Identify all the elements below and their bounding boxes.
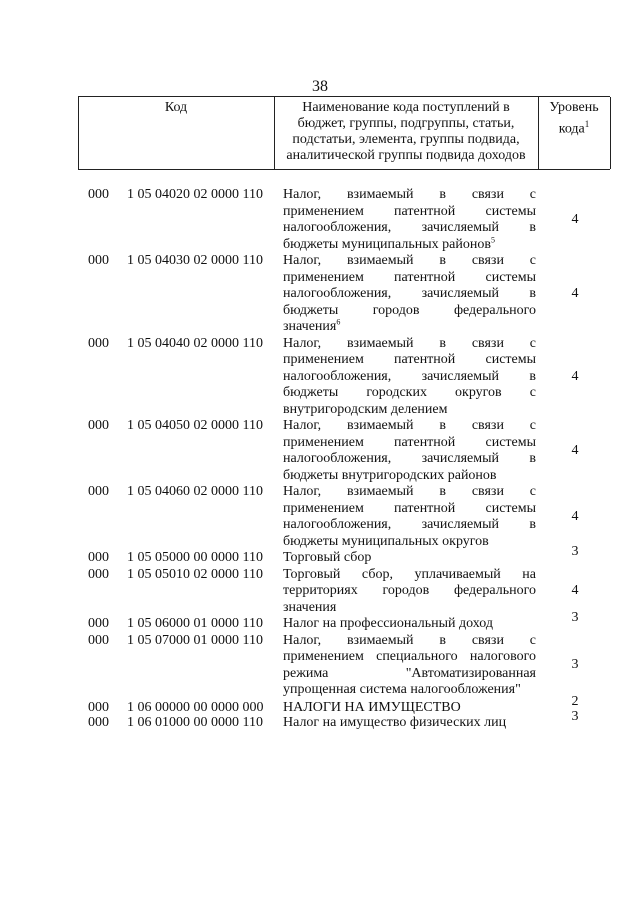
- income-name-text: упрощенная система налогообложения": [283, 682, 521, 697]
- admin-code: 000: [88, 253, 109, 268]
- code-level: 3: [571, 657, 579, 673]
- code-level: 4: [571, 508, 579, 524]
- income-name: [283, 484, 536, 550]
- table-header: [78, 96, 610, 170]
- income-name-text: применением патентной системы: [283, 500, 536, 516]
- income-name-text: Налог на профессиональный доход: [283, 616, 493, 631]
- income-name-text: НАЛОГИ НА ИМУЩЕСТВО: [283, 699, 461, 715]
- admin-code: 000: [88, 550, 109, 565]
- header-level-line1: Уровень: [549, 100, 599, 115]
- income-code: 1 05 04020 02 0000 110: [127, 187, 263, 202]
- income-name: [283, 550, 536, 567]
- income-name-line: [283, 501, 536, 518]
- income-name-line: [283, 451, 536, 468]
- income-name: [283, 616, 536, 633]
- header-name-line: аналитической группы подвида доходов: [286, 148, 526, 163]
- admin-code: 000: [88, 715, 109, 730]
- header-level-line2: [538, 116, 610, 138]
- header-name-line: подстатьи, элемента, группы подвида,: [292, 132, 520, 147]
- income-name: [283, 253, 536, 336]
- header-level-footnote: 1: [584, 119, 590, 129]
- income-name: [283, 567, 536, 617]
- income-name-line: [283, 583, 536, 600]
- income-name-line: [283, 336, 536, 353]
- code-level: 3: [571, 544, 579, 559]
- income-name-line: [283, 385, 536, 402]
- code-level: 4: [571, 583, 579, 598]
- income-name-text: Налог, взимаемый в связи с: [283, 253, 536, 268]
- page-number: 38: [312, 78, 328, 95]
- income-name-text: Налог, взимаемый в связи с: [283, 484, 536, 499]
- income-name-line: [283, 234, 536, 254]
- income-name: [283, 418, 536, 484]
- header-border-right: [610, 97, 611, 169]
- code-level: 3: [571, 610, 579, 625]
- admin-code: 000: [88, 699, 109, 715]
- income-name-line: [283, 534, 536, 551]
- header-name-line: Наименование кода поступлений в: [302, 100, 510, 115]
- header-name: [274, 100, 538, 169]
- income-name-line: [283, 682, 536, 699]
- admin-code: 000: [88, 335, 109, 351]
- income-name-line: [283, 468, 536, 485]
- code-level: 3: [571, 709, 579, 724]
- income-code: 1 05 04050 02 0000 110: [127, 418, 263, 433]
- income-name-text: налогообложения, зачисляемый в: [283, 517, 536, 532]
- income-name-line: [283, 567, 536, 584]
- income-name-line: [283, 270, 536, 287]
- income-name-line: [283, 550, 536, 567]
- admin-code: 000: [88, 418, 109, 433]
- income-code: 1 05 06000 01 0000 110: [127, 616, 263, 631]
- income-name: [283, 700, 536, 717]
- income-name-text: бюджеты городов федерального: [283, 302, 536, 318]
- income-name-text: применением патентной системы: [283, 352, 536, 367]
- income-name: [283, 715, 536, 732]
- income-name-text: налогообложения, зачисляемый в: [283, 220, 536, 235]
- income-name-text: Налог на имущество физических лиц: [283, 715, 507, 730]
- income-name-text: значения: [283, 599, 337, 615]
- income-name-line: [283, 220, 536, 237]
- income-name-text: Торговый сбор: [283, 550, 372, 565]
- income-name-line: [283, 402, 536, 419]
- income-name-line: [283, 253, 536, 270]
- income-name-text: применением патентной системы: [283, 269, 536, 285]
- admin-code: 000: [88, 632, 109, 648]
- income-name-line: [283, 286, 536, 303]
- code-level: 4: [571, 211, 579, 227]
- income-name-line: [283, 319, 536, 336]
- income-name-line: [283, 616, 536, 633]
- income-name-text: налогообложения, зачисляемый в: [283, 451, 536, 466]
- income-code: 1 06 00000 00 0000 000: [127, 699, 264, 715]
- income-name: [283, 187, 536, 253]
- income-name-text: бюджеты муниципальных округов: [283, 533, 489, 549]
- header-level-text: кода: [558, 121, 585, 137]
- income-name-text: бюджеты городских округов с: [283, 385, 536, 400]
- header-level: [538, 100, 610, 169]
- income-name-text: внутригородским делением: [283, 401, 448, 417]
- income-name-line: [283, 204, 536, 221]
- income-name: [283, 633, 536, 699]
- admin-code: 000: [88, 187, 109, 202]
- income-name-text: режима "Автоматизированная: [283, 665, 536, 681]
- income-name-line: [283, 700, 536, 717]
- income-name-text: Налог, взимаемый в связи с: [283, 335, 536, 351]
- admin-code: 000: [88, 566, 109, 582]
- income-name-line: [283, 418, 536, 435]
- income-name-text: Налог, взимаемый в связи с: [283, 632, 536, 648]
- income-code: 1 05 04030 02 0000 110: [127, 253, 263, 268]
- income-name-line: [283, 303, 536, 320]
- income-name-line: [283, 517, 536, 534]
- income-name-line: [283, 600, 536, 617]
- income-name-text: Налог, взимаемый в связи с: [283, 418, 536, 433]
- header-code: Код: [164, 100, 188, 115]
- income-name-text: применением патентной системы: [283, 434, 536, 450]
- income-name-line: [283, 435, 536, 452]
- income-name-line: [283, 352, 536, 369]
- income-name-line: [283, 187, 536, 204]
- income-code: 1 05 05000 00 0000 110: [127, 550, 263, 565]
- income-name-text: применением патентной системы: [283, 203, 536, 219]
- admin-code: 000: [88, 616, 109, 631]
- income-name-line: [283, 649, 536, 666]
- income-name-line: [283, 484, 536, 501]
- income-name-text: налогообложения, зачисляемый в: [283, 286, 536, 301]
- footnote-marker: 5: [490, 234, 495, 244]
- income-code: 1 05 04060 02 0000 110: [127, 484, 263, 499]
- income-name-text: Налог, взимаемый в связи с: [283, 187, 536, 202]
- header-name-line: бюджет, группы, подгруппы, статьи,: [297, 116, 515, 131]
- income-name-text: значения: [283, 319, 337, 334]
- income-name-line: [283, 666, 536, 683]
- income-name-line: [283, 633, 536, 650]
- income-code: 1 05 04040 02 0000 110: [127, 335, 263, 351]
- code-level: 2: [571, 693, 579, 709]
- income-name: [283, 336, 536, 419]
- income-code: 1 06 01000 00 0000 110: [127, 715, 263, 730]
- income-name-text: Торговый сбор, уплачиваемый на: [283, 566, 536, 582]
- footnote-marker: 6: [336, 317, 341, 327]
- income-name-text: бюджеты внутригородских районов: [283, 467, 497, 483]
- admin-code: 000: [88, 484, 109, 499]
- income-name-line: [283, 369, 536, 386]
- income-name-text: применением специального налогового: [283, 649, 536, 664]
- income-name-line: [283, 715, 536, 732]
- income-name-text: территориях городов федерального: [283, 583, 536, 598]
- income-name-text: налогообложения, зачисляемый в: [283, 368, 536, 384]
- code-level: 4: [571, 286, 579, 301]
- income-code: 1 05 05010 02 0000 110: [127, 566, 263, 582]
- code-level: 4: [571, 368, 579, 384]
- code-level: 4: [571, 442, 579, 458]
- income-code: 1 05 07000 01 0000 110: [127, 632, 263, 648]
- income-name-text: бюджеты муниципальных районов: [283, 236, 491, 252]
